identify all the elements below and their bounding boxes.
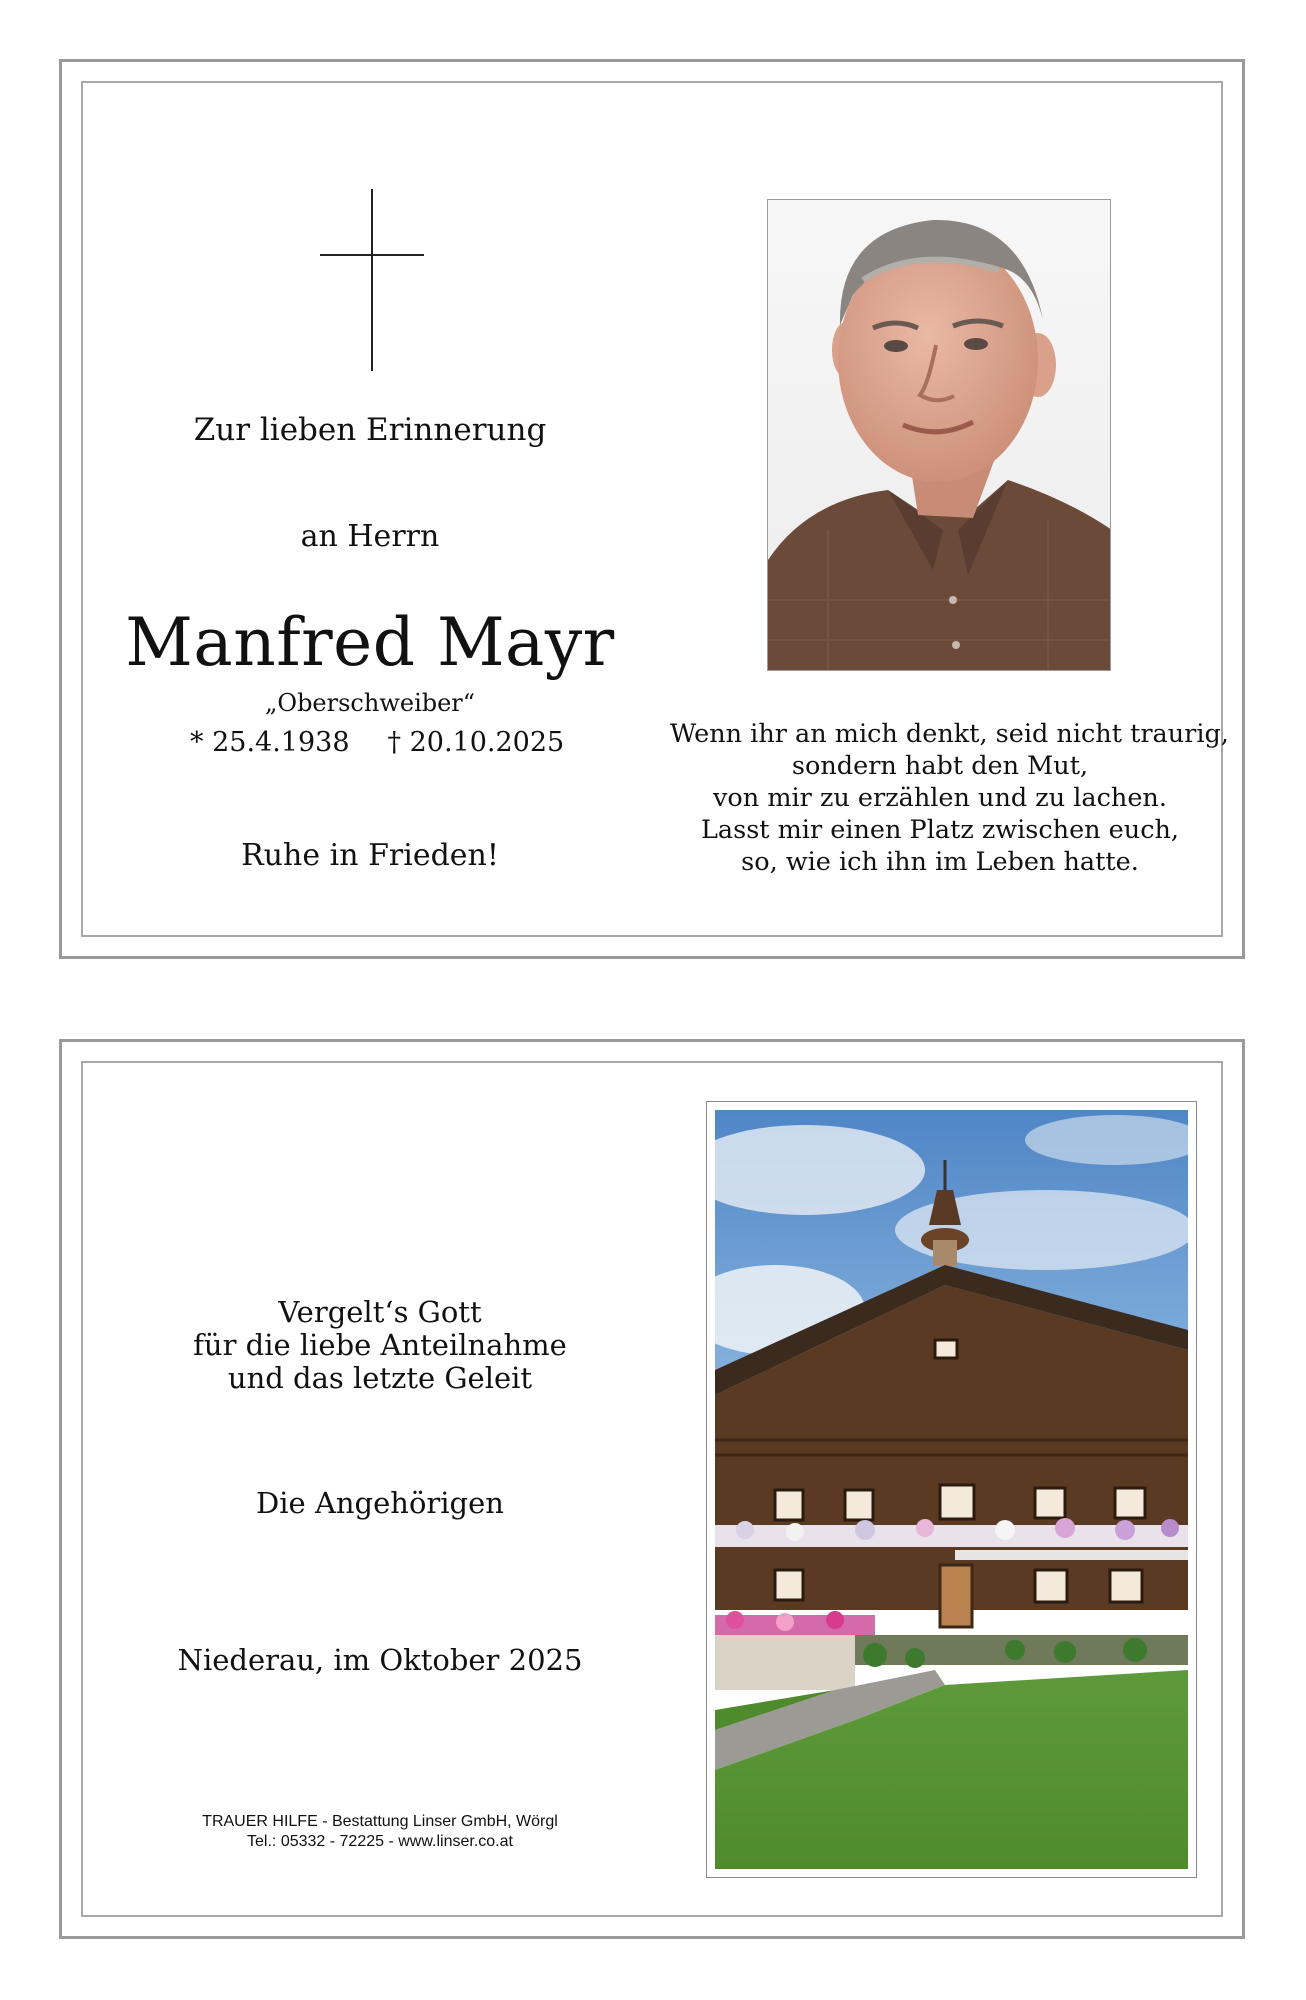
memory-heading: Zur lieben Erinnerung: [193, 412, 547, 448]
birth-date: * 25.4.1938: [190, 727, 350, 758]
cross-icon: [320, 189, 424, 371]
place-date: Niederau, im Oktober 2025: [177, 1643, 583, 1677]
poem-line: Lasst mir einen Platz zwischen euch,: [700, 815, 1180, 845]
farmhouse-photo-frame: [706, 1101, 1197, 1878]
poem-line: so, wie ich ihn im Leben hatte.: [741, 847, 1139, 877]
family-signature: Die Angehörigen: [256, 1486, 504, 1520]
poem-line: sondern habt den Mut,: [791, 751, 1089, 781]
portrait-photo: [767, 199, 1111, 671]
undertaker-info: [140, 1812, 620, 1852]
deceased-name: Manfred Mayr: [125, 604, 615, 681]
thanks-line: und das letzte Geleit: [227, 1361, 533, 1395]
farmhouse-photo: [715, 1110, 1188, 1869]
undertaker-name: TRAUER HILFE - Bestattung Linser GmbH, Wörgl: [202, 1813, 558, 1830]
nickname: „Oberschweiber“: [264, 689, 476, 717]
thanks-text: [140, 1296, 620, 1395]
poem-line: von mir zu erzählen und zu lachen.: [713, 783, 1167, 813]
life-dates: [190, 727, 564, 758]
undertaker-contact: Tel.: 05332 - 72225 - www.linser.co.at: [247, 1833, 513, 1850]
farewell-text: Ruhe in Frieden!: [241, 838, 499, 873]
poem-line: Wenn ihr an mich denkt, seid nicht traurig,: [670, 719, 1229, 749]
salutation: an Herrn: [300, 519, 440, 554]
poem: [670, 718, 1229, 878]
thanks-line: Vergelt‘s Gott: [278, 1295, 482, 1329]
thanks-line: für die liebe Anteilnahme: [193, 1328, 567, 1362]
death-date: † 20.10.2025: [387, 727, 565, 758]
